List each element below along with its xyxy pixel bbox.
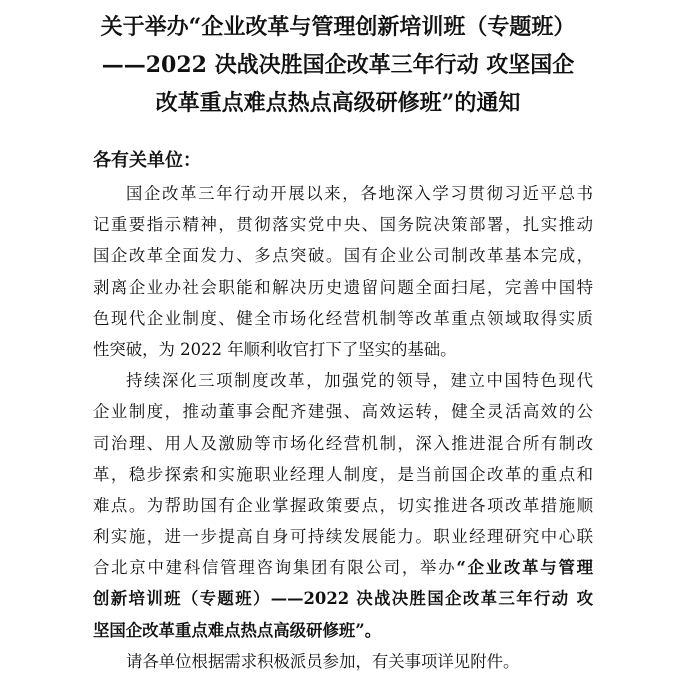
paragraph-1-line: 剥离企业办社会职能和解决历史遗留问题全面扫尾，完善中国特 <box>93 277 593 297</box>
training-program-name: “企业改革与管理 <box>456 558 594 578</box>
paragraph-2-end: 。 <box>364 620 382 640</box>
paragraph-1-line: 色现代企业制度、健全市场化经营机制等改革重点领域取得实质 <box>93 308 593 328</box>
title-line-3: 改革重点难点热点高级研修班”的通知 <box>155 90 521 116</box>
paragraph-2-line: 企业制度，推动董事会配齐建强、高效运转，健全灵活高效的公 <box>93 402 593 422</box>
title-line-2: ——2022 决战决胜国企改革三年行动 攻坚国企 <box>101 52 575 78</box>
paragraph-2-line: 司治理、用人及激励等市场化经营机制，深入推进混合所有制改 <box>93 433 593 453</box>
paragraph-2-line: 难点。为帮助国有企业掌握政策要点，切实推进各项改革措施顺 <box>93 495 593 515</box>
paragraph-1-line: 记重要指示精神，贯彻落实党中央、国务院决策部署，扎实推动 <box>93 215 593 235</box>
training-program-name: 坚国企改革重点难点热点高级研修班” <box>93 620 365 640</box>
paragraph-2-line: 持续深化三项制度改革，加强党的领导，建立中国特色现代 <box>126 371 593 391</box>
training-program-name: 创新培训班（专题班）——2022 决战决胜国企改革三年行动 攻 <box>93 589 593 609</box>
salutation: 各有关单位： <box>93 150 201 171</box>
paragraph-3: 请各单位根据需求积极派员参加，有关事项详见附件。 <box>126 651 520 671</box>
paragraph-2-line: 革，稳步探索和实施职业经理人制度，是当前国企改革的重点和 <box>93 464 593 484</box>
document-body <box>93 178 593 677</box>
document-title <box>40 8 636 122</box>
paragraph-2-line <box>93 552 593 583</box>
paragraph-1-line: 国企改革全面发力、多点突破。国有企业公司制改革基本完成， <box>93 246 593 266</box>
paragraph-2-plain-text: 合北京中建科信管理咨询集团有限公司，举办 <box>93 558 457 578</box>
paragraph-1-line: 性突破，为 2022 年顺利收官打下了坚实的基础。 <box>93 339 457 359</box>
paragraph-1-line: 国企改革三年行动开展以来，各地深入学习贯彻习近平总书 <box>126 184 593 203</box>
title-line-1: 关于举办“企业改革与管理创新培训班（专题班） <box>100 14 576 40</box>
paragraph-2-line: 利实施，进一步提高自身可持续发展能力。职业经理研究中心联 <box>93 527 593 547</box>
paragraph-2-line <box>93 615 593 646</box>
